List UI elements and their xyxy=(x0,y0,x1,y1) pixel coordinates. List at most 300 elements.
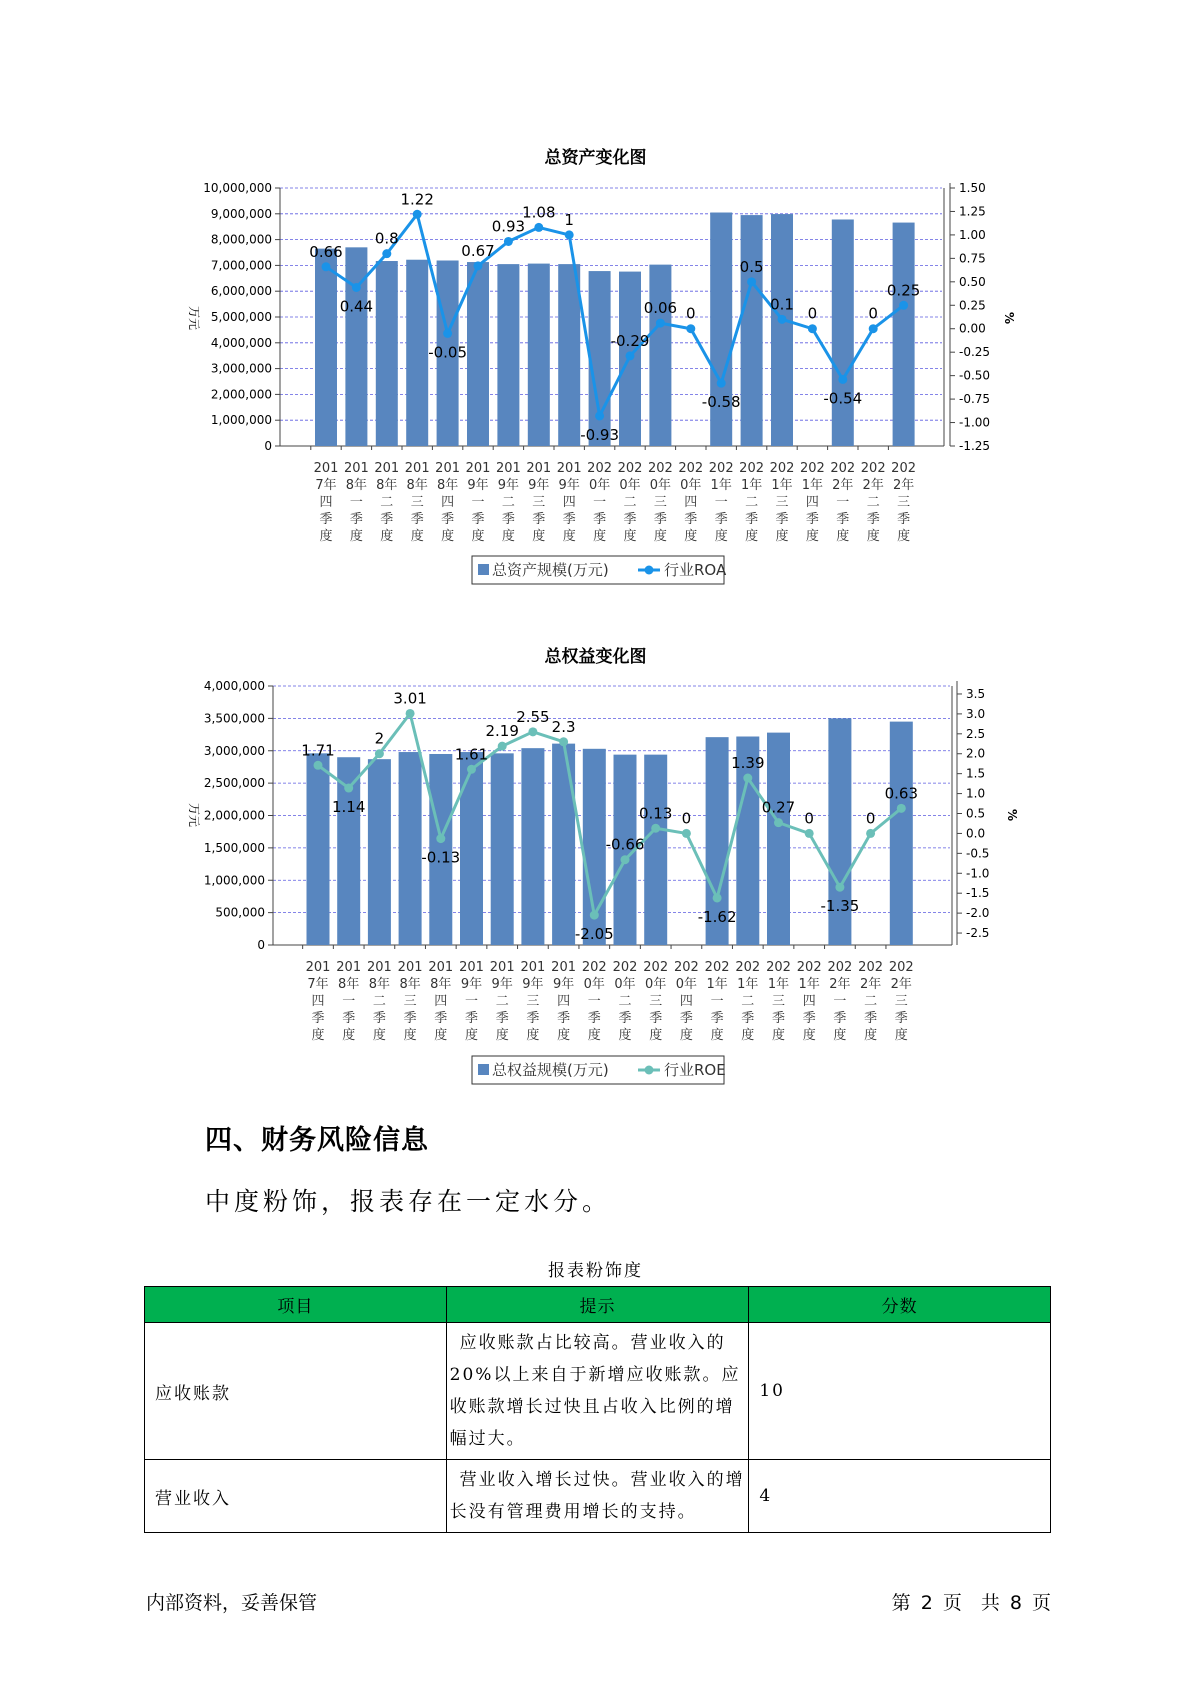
x-tick-label: 2年 xyxy=(892,478,915,493)
x-tick-label: 度 xyxy=(526,1028,540,1043)
x-tick-label: 季 xyxy=(897,512,911,527)
x-tick-label: 度 xyxy=(684,529,698,544)
y-tick-label: 9,000,000 xyxy=(210,206,272,221)
x-tick-label: 度 xyxy=(771,1028,786,1043)
x-tick-label: 201 xyxy=(374,461,400,476)
x-tick-label: 0年 xyxy=(675,977,698,992)
x-tick-label: 季 xyxy=(349,512,363,527)
y2-axis-title: % xyxy=(1005,808,1019,822)
x-tick-label: 一 xyxy=(471,495,485,510)
x-tick-label: 季 xyxy=(434,1011,448,1026)
x-tick-label: 二 xyxy=(380,495,394,510)
y2-tick-label: 0.25 xyxy=(959,298,986,313)
table-caption: 报表粉饰度 xyxy=(548,1261,643,1281)
x-tick-label: 季 xyxy=(894,1011,908,1026)
y-tick-label: 1,000,000 xyxy=(203,873,265,888)
x-tick-label: 8年 xyxy=(406,478,428,493)
x-tick-label: 202 xyxy=(888,960,914,975)
y2-tick-label: -0.25 xyxy=(959,345,991,360)
x-tick-label: 201 xyxy=(366,960,392,975)
data-label: 0.93 xyxy=(491,217,526,236)
x-tick-label: 201 xyxy=(489,960,515,975)
whitewash-table xyxy=(144,1286,1051,1533)
data-label: 0 xyxy=(681,809,692,828)
x-tick-label: 202 xyxy=(830,461,856,476)
x-tick-label: 季 xyxy=(684,512,698,527)
legend-line-label: 行业ROE xyxy=(664,1061,726,1079)
x-tick-label: 季 xyxy=(562,512,576,527)
y-tick-label: 3,500,000 xyxy=(203,711,265,726)
line-point xyxy=(314,761,323,770)
line-point xyxy=(897,804,906,813)
x-tick-label: 三 xyxy=(897,495,911,510)
x-tick-label: 三 xyxy=(771,994,786,1009)
x-tick-label: 季 xyxy=(741,1011,755,1026)
data-label: 1.14 xyxy=(331,798,366,817)
bar xyxy=(552,744,575,945)
x-tick-label: 季 xyxy=(833,1011,847,1026)
x-tick-label: 度 xyxy=(775,529,789,544)
x-tick-label: 二 xyxy=(372,994,386,1009)
row-score: 10 xyxy=(749,1323,1051,1460)
bar xyxy=(644,755,667,945)
y-tick-label: 2,500,000 xyxy=(203,776,265,791)
x-tick-label: 一 xyxy=(593,495,607,510)
x-tick-label: 度 xyxy=(471,529,485,544)
data-label: 0.66 xyxy=(309,242,343,261)
x-tick-label: 度 xyxy=(410,529,424,544)
table-header-row xyxy=(145,1287,1051,1323)
x-tick-label: 0年 xyxy=(645,977,667,992)
x-tick-label: 1年 xyxy=(737,977,759,992)
x-tick-label: 1年 xyxy=(801,478,824,493)
data-label: 1.61 xyxy=(454,745,489,764)
y2-tick-label: 1.0 xyxy=(966,786,986,801)
x-tick-label: 度 xyxy=(587,1028,601,1043)
x-tick-label: 0年 xyxy=(649,478,672,493)
x-tick-label: 季 xyxy=(532,512,546,527)
x-tick-label: 202 xyxy=(647,461,673,476)
data-label: 1.22 xyxy=(400,190,434,209)
x-tick-label: 季 xyxy=(403,1011,417,1026)
x-tick-label: 三 xyxy=(894,994,908,1009)
x-tick-label: 四 xyxy=(679,994,693,1009)
x-tick-label: 度 xyxy=(441,529,455,544)
line-point xyxy=(651,824,660,833)
data-label: -0.93 xyxy=(580,425,620,444)
chart-title-total-assets: 总资产变化图 xyxy=(544,148,647,168)
legend-bar-label: 总资产规模(万元) xyxy=(492,561,609,579)
data-label: 0.5 xyxy=(739,257,764,276)
x-tick-label: 季 xyxy=(593,512,607,527)
y-tick-label: 6,000,000 xyxy=(210,284,272,299)
x-tick-label: 季 xyxy=(771,1011,786,1026)
x-tick-label: 202 xyxy=(581,960,607,975)
x-tick-label: 度 xyxy=(501,529,515,544)
x-tick-label: 9年 xyxy=(528,478,550,493)
y2-tick-label: -2.0 xyxy=(966,906,990,921)
x-tick-label: 201 xyxy=(404,461,430,476)
x-tick-label: 201 xyxy=(428,960,454,975)
data-label: -2.05 xyxy=(574,925,614,944)
x-tick-label: 季 xyxy=(649,1011,663,1026)
line-point xyxy=(498,742,507,751)
row-hint: 应收账款占比较高。营业收入的20%以上来自于新增应收账款。应收账款增长过快且占收入比例的增幅过大。 xyxy=(446,1323,749,1460)
x-tick-label: 度 xyxy=(464,1028,479,1043)
x-tick-label: 一 xyxy=(464,994,479,1009)
x-tick-label: 四 xyxy=(802,994,816,1009)
y2-tick-label: 2.5 xyxy=(966,726,986,741)
risk-conclusion: 中度粉饰，报表存在一定水分。 xyxy=(205,1187,612,1216)
line-point xyxy=(835,883,844,892)
y-tick-label: 1,000,000 xyxy=(210,413,272,428)
header-item: 项目 xyxy=(145,1287,447,1323)
y-tick-label: 7,000,000 xyxy=(210,258,272,273)
bar xyxy=(399,752,422,945)
x-tick-label: 8年 xyxy=(368,977,391,992)
x-tick-label: 202 xyxy=(739,461,765,476)
data-label: 0.1 xyxy=(770,295,794,314)
x-tick-label: 度 xyxy=(864,1028,878,1043)
x-tick-label: 度 xyxy=(745,529,759,544)
x-tick-label: 202 xyxy=(587,461,613,476)
x-tick-label: 8年 xyxy=(399,977,421,992)
x-tick-label: 二 xyxy=(745,495,759,510)
data-label: 0.13 xyxy=(638,804,673,823)
bar xyxy=(368,759,391,945)
x-tick-label: 季 xyxy=(745,512,759,527)
line-point xyxy=(713,893,722,902)
x-tick-label: 度 xyxy=(319,529,333,544)
x-tick-label: 三 xyxy=(403,994,417,1009)
x-tick-label: 202 xyxy=(827,960,853,975)
x-tick-label: 201 xyxy=(343,461,369,476)
line-point xyxy=(805,829,814,838)
x-tick-label: 9年 xyxy=(460,977,483,992)
data-label: 2.19 xyxy=(485,722,519,741)
y-tick-label: 1,500,000 xyxy=(203,840,265,855)
y2-tick-label: -0.75 xyxy=(959,392,991,407)
data-label: 0.63 xyxy=(884,784,919,803)
x-tick-label: 二 xyxy=(741,994,755,1009)
row-item: 应收账款 xyxy=(145,1323,447,1460)
line-point xyxy=(467,765,476,774)
x-tick-label: 2年 xyxy=(859,977,882,992)
x-tick-label: 一 xyxy=(349,495,363,510)
bar xyxy=(491,753,514,945)
x-tick-label: 四 xyxy=(557,994,571,1009)
x-tick-label: 度 xyxy=(649,1028,663,1043)
x-tick-label: 三 xyxy=(410,495,424,510)
line-point xyxy=(406,709,415,718)
x-tick-label: 度 xyxy=(836,529,850,544)
x-tick-label: 0年 xyxy=(588,478,611,493)
data-label: 0.67 xyxy=(461,241,495,260)
y2-tick-label: -0.50 xyxy=(959,368,991,383)
x-tick-label: 201 xyxy=(305,960,331,975)
x-tick-label: 四 xyxy=(434,994,448,1009)
x-tick-label: 202 xyxy=(704,960,730,975)
y2-axis-title: % xyxy=(1002,311,1016,325)
chart-title-total-equity: 总权益变化图 xyxy=(544,647,647,667)
x-tick-label: 一 xyxy=(714,495,728,510)
x-tick-label: 度 xyxy=(342,1028,356,1043)
y-tick-label: 2,000,000 xyxy=(203,808,265,823)
y-tick-label: 2,000,000 xyxy=(210,387,272,402)
y2-tick-label: 3.0 xyxy=(966,706,986,721)
x-tick-label: 季 xyxy=(866,512,880,527)
x-tick-label: 度 xyxy=(495,1028,509,1043)
section-heading: 四、财务风险信息 xyxy=(205,1125,429,1156)
line-point xyxy=(682,829,691,838)
x-tick-label: 四 xyxy=(319,495,333,510)
x-tick-label: 四 xyxy=(562,495,576,510)
x-tick-label: 度 xyxy=(714,529,728,544)
y2-tick-label: -1.5 xyxy=(966,886,990,901)
data-label: 1.39 xyxy=(731,754,765,773)
data-label: 0 xyxy=(807,304,818,323)
x-tick-label: 度 xyxy=(311,1028,325,1043)
x-tick-label: 季 xyxy=(342,1011,356,1026)
x-tick-label: 度 xyxy=(372,1028,386,1043)
data-label: -0.05 xyxy=(428,343,468,362)
x-tick-label: 9年 xyxy=(552,977,575,992)
x-tick-label: 9年 xyxy=(467,478,489,493)
x-tick-label: 季 xyxy=(805,512,819,527)
x-tick-label: 四 xyxy=(684,495,698,510)
x-tick-label: 1年 xyxy=(710,478,732,493)
y2-tick-label: 1.50 xyxy=(959,181,986,195)
x-tick-label: 季 xyxy=(710,1011,724,1026)
data-label: -0.58 xyxy=(701,393,741,412)
x-tick-label: 9年 xyxy=(491,977,513,992)
x-tick-label: 202 xyxy=(860,461,886,476)
x-tick-label: 度 xyxy=(349,529,363,544)
x-tick-label: 度 xyxy=(593,529,607,544)
line-point xyxy=(528,727,537,736)
x-tick-label: 度 xyxy=(380,529,394,544)
bar xyxy=(460,752,483,945)
x-tick-label: 2年 xyxy=(890,977,912,992)
x-tick-label: 二 xyxy=(623,495,637,510)
x-tick-label: 度 xyxy=(562,529,576,544)
x-tick-label: 季 xyxy=(311,1011,325,1026)
x-tick-label: 8年 xyxy=(436,478,459,493)
line-point xyxy=(621,855,630,864)
x-tick-label: 8年 xyxy=(430,977,452,992)
line-point xyxy=(590,911,599,920)
x-tick-label: 202 xyxy=(643,960,669,975)
y-tick-label: 500,000 xyxy=(215,905,265,920)
line-point xyxy=(559,737,568,746)
x-tick-label: 202 xyxy=(858,960,884,975)
x-tick-label: 1年 xyxy=(740,478,763,493)
x-tick-label: 季 xyxy=(464,1011,479,1026)
x-tick-label: 8年 xyxy=(376,478,398,493)
x-tick-label: 度 xyxy=(710,1028,724,1043)
x-tick-label: 度 xyxy=(557,1028,571,1043)
x-tick-label: 度 xyxy=(618,1028,632,1043)
y2-tick-label: 0.00 xyxy=(959,321,986,336)
y2-tick-label: 1.25 xyxy=(959,204,986,219)
y2-tick-label: 1.00 xyxy=(959,227,986,242)
x-tick-label: 季 xyxy=(653,512,667,527)
line-point xyxy=(743,774,752,783)
x-tick-label: 2年 xyxy=(832,478,854,493)
x-tick-label: 一 xyxy=(342,994,356,1009)
x-tick-label: 季 xyxy=(864,1011,878,1026)
x-tick-label: 季 xyxy=(775,512,789,527)
x-tick-label: 二 xyxy=(501,495,515,510)
x-tick-label: 二 xyxy=(495,994,509,1009)
data-label: 0 xyxy=(868,304,878,323)
x-tick-label: 一 xyxy=(710,994,724,1009)
x-tick-label: 7年 xyxy=(307,977,329,992)
x-tick-label: 202 xyxy=(612,960,638,975)
x-tick-label: 9年 xyxy=(497,478,520,493)
x-tick-label: 度 xyxy=(894,1028,908,1043)
y2-tick-label: 0.0 xyxy=(966,826,986,841)
x-tick-label: 三 xyxy=(526,994,540,1009)
x-tick-label: 季 xyxy=(380,512,394,527)
y-tick-label: 8,000,000 xyxy=(210,232,272,247)
x-tick-label: 三 xyxy=(649,994,663,1009)
y-tick-label: 3,000,000 xyxy=(203,743,265,758)
x-tick-label: 度 xyxy=(403,1028,417,1043)
x-tick-label: 202 xyxy=(796,960,822,975)
x-tick-label: 度 xyxy=(623,529,637,544)
y2-tick-label: 2.0 xyxy=(966,746,986,761)
x-tick-label: 三 xyxy=(653,495,667,510)
x-tick-label: 四 xyxy=(805,495,819,510)
x-tick-label: 1年 xyxy=(771,478,793,493)
x-tick-label: 度 xyxy=(434,1028,448,1043)
x-tick-label: 度 xyxy=(897,529,911,544)
x-tick-label: 1年 xyxy=(706,977,728,992)
x-tick-label: 8年 xyxy=(345,478,368,493)
x-tick-label: 二 xyxy=(866,495,880,510)
x-tick-label: 202 xyxy=(769,461,795,476)
x-tick-label: 0年 xyxy=(619,478,641,493)
y-tick-label: 4,000,000 xyxy=(203,679,265,693)
y-tick-label: 0 xyxy=(264,439,272,453)
x-tick-label: 季 xyxy=(618,1011,632,1026)
x-tick-label: 季 xyxy=(557,1011,571,1026)
x-tick-label: 2年 xyxy=(862,478,884,493)
data-label: 0 xyxy=(686,304,696,323)
x-tick-label: 季 xyxy=(623,512,637,527)
y2-tick-label: 3.5 xyxy=(966,686,986,701)
y2-tick-label: -1.25 xyxy=(959,439,991,453)
y-tick-label: 10,000,000 xyxy=(203,181,272,195)
x-tick-label: 201 xyxy=(495,461,521,476)
x-tick-label: 202 xyxy=(617,461,643,476)
data-label: -0.66 xyxy=(605,835,645,854)
y2-tick-label: 0.75 xyxy=(959,251,986,266)
x-tick-label: 202 xyxy=(673,960,699,975)
data-label: 0.27 xyxy=(761,798,796,817)
x-tick-label: 度 xyxy=(532,529,546,544)
x-tick-label: 1年 xyxy=(798,977,820,992)
x-tick-label: 201 xyxy=(556,461,582,476)
line-point xyxy=(866,829,875,838)
row-item: 营业收入 xyxy=(145,1460,447,1533)
x-tick-label: 201 xyxy=(313,461,339,476)
x-tick-label: 一 xyxy=(833,994,847,1009)
y-tick-label: 0 xyxy=(257,938,265,952)
y2-tick-label: -1.0 xyxy=(966,866,990,881)
y-axis-title: 万元 xyxy=(187,802,201,828)
data-label: -0.29 xyxy=(610,331,650,350)
x-tick-label: 201 xyxy=(526,461,552,476)
x-tick-label: 季 xyxy=(802,1011,816,1026)
x-tick-label: 季 xyxy=(501,512,515,527)
y2-tick-label: 0.5 xyxy=(966,806,986,821)
y2-tick-label: 0.50 xyxy=(959,274,986,289)
x-tick-label: 9年 xyxy=(522,977,544,992)
data-label: -1.62 xyxy=(697,907,737,926)
data-label: 0 xyxy=(865,809,876,828)
x-tick-label: 度 xyxy=(653,529,667,544)
x-tick-label: 度 xyxy=(805,529,819,544)
x-tick-label: 202 xyxy=(708,461,734,476)
x-tick-label: 二 xyxy=(618,994,632,1009)
row-hint: 营业收入增长过快。营业收入的增长没有管理费用增长的支持。 xyxy=(446,1460,749,1533)
y-tick-label: 3,000,000 xyxy=(210,361,272,376)
x-tick-label: 201 xyxy=(520,960,546,975)
x-tick-label: 度 xyxy=(802,1028,816,1043)
x-tick-label: 7年 xyxy=(315,478,337,493)
x-tick-label: 一 xyxy=(587,994,601,1009)
data-label: 1 xyxy=(564,210,574,229)
bar xyxy=(890,722,913,945)
x-tick-label: 度 xyxy=(741,1028,755,1043)
y-tick-label: 5,000,000 xyxy=(210,310,272,324)
x-tick-label: 0年 xyxy=(583,977,605,992)
data-label: -0.54 xyxy=(823,389,863,408)
bar xyxy=(307,753,330,945)
x-tick-label: 季 xyxy=(714,512,728,527)
x-tick-label: 度 xyxy=(679,1028,693,1043)
header-hint: 提示 xyxy=(446,1287,749,1323)
x-tick-label: 一 xyxy=(836,495,850,510)
bar xyxy=(767,733,790,945)
x-tick-label: 季 xyxy=(495,1011,509,1026)
y2-tick-label: -0.5 xyxy=(966,846,990,861)
x-tick-label: 季 xyxy=(372,1011,386,1026)
x-tick-label: 201 xyxy=(465,461,491,476)
row-score: 4 xyxy=(749,1460,1051,1533)
data-label: 0.44 xyxy=(339,297,374,316)
footer-page-number: 第 2 页 共 8 页 xyxy=(891,1592,1051,1614)
x-tick-label: 度 xyxy=(866,529,880,544)
x-tick-label: 202 xyxy=(766,960,791,975)
legend-bar-label: 总权益规模(万元) xyxy=(492,1061,609,1079)
y-tick-label: 4,000,000 xyxy=(210,335,272,350)
x-tick-label: 0年 xyxy=(680,478,702,493)
x-tick-label: 202 xyxy=(678,461,704,476)
x-tick-label: 四 xyxy=(441,495,455,510)
x-tick-label: 201 xyxy=(336,960,362,975)
x-tick-label: 季 xyxy=(410,512,424,527)
x-tick-label: 四 xyxy=(311,994,325,1009)
x-tick-label: 季 xyxy=(587,1011,601,1026)
x-tick-label: 季 xyxy=(471,512,485,527)
x-tick-label: 202 xyxy=(799,461,825,476)
line-point xyxy=(344,784,353,793)
x-tick-label: 202 xyxy=(735,960,761,975)
data-label: 1.71 xyxy=(301,741,335,760)
